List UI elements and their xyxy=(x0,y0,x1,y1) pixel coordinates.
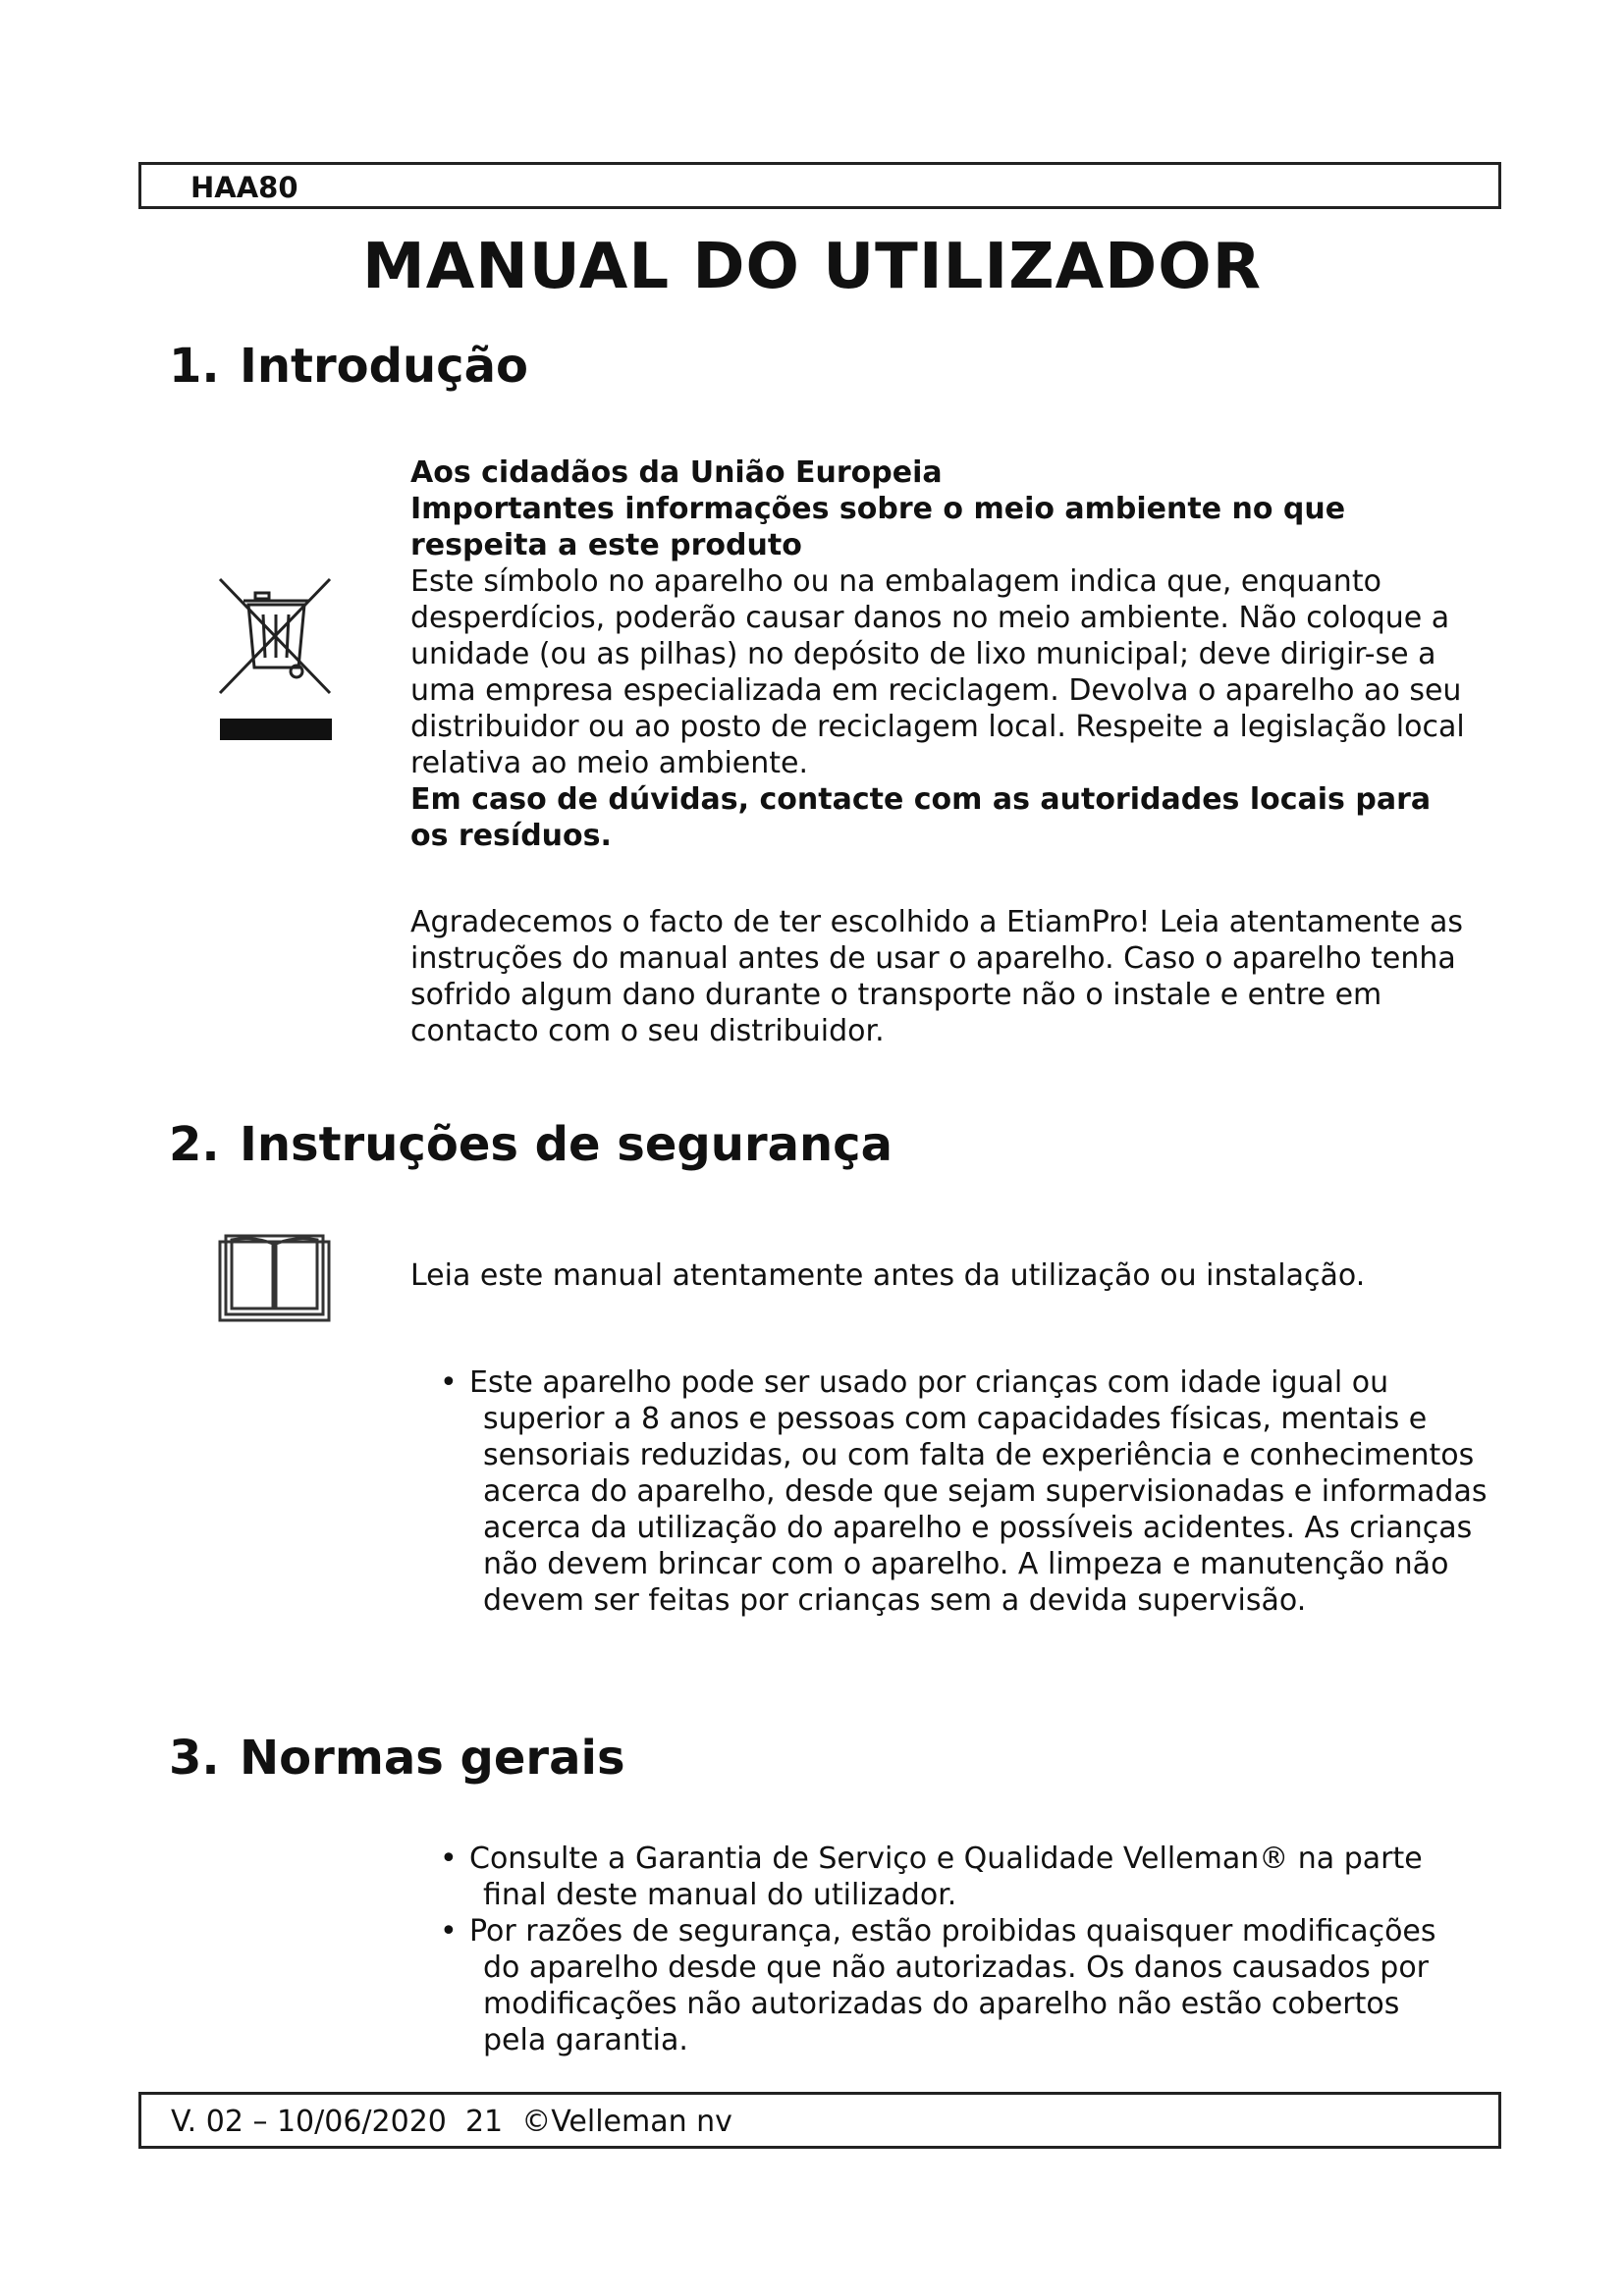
read-manual-text: Leia este manual atentamente antes da utilização ou instalação. xyxy=(410,1258,1366,1293)
list-item-text: Este aparelho pode ser usado por crianças com idade igual ou superior a 8 anos e pessoas com capacidades físicas, mentais e sensoriais reduzidas, ou com falta de experiência e conhecimentos acerca do aparelho, desde que sejam supervisionadas e informadas acerca da utilização do aparelho e possíveis acidentes. As crianças não devem brincar com o aparelho. A limpeza e manutenção não devem ser feitas por crianças sem a devida supervisão. xyxy=(469,1365,1488,1618)
header-box xyxy=(138,162,1501,209)
bullet-icon: • xyxy=(440,1842,458,1876)
section-number: 1. xyxy=(169,339,220,394)
bullet-icon: • xyxy=(440,1365,458,1400)
general-bullet-list xyxy=(410,1841,1461,2058)
eu-citizens-title: Aos cidadãos da União Europeia xyxy=(410,455,943,490)
section-title: Instruções de segurança xyxy=(240,1117,893,1172)
document-title: MANUAL DO UTILIZADOR xyxy=(362,231,1262,303)
section-heading-safety xyxy=(169,1117,893,1172)
environment-doubts-text: Em caso de dúvidas, contacte com as autoridades locais para os resíduos. xyxy=(410,782,1432,853)
list-item xyxy=(410,1841,1461,1913)
thanks-paragraph: Agradecemos o facto de ter escolhido a EtiamPro! Leia atentamente as instruções do manual antes de usar o aparelho. Caso o aparelho tenha sofrido algum dano durante o transporte não o instale e entre em contacto com o seu distribuidor. xyxy=(410,905,1464,1048)
safety-bullet-list xyxy=(410,1364,1490,1619)
read-manual-block xyxy=(410,1257,1471,1294)
environment-info-title: Importantes informações sobre o meio ambiente no que respeita a este produto xyxy=(410,492,1346,562)
list-item-text: Consulte a Garantia de Serviço e Qualidade Velleman® na parte final deste manual do utilizador. xyxy=(469,1842,1423,1912)
open-book-icon xyxy=(218,1234,331,1322)
section-number: 3. xyxy=(169,1731,220,1786)
section-title: Introdução xyxy=(240,339,528,394)
model-code: HAA80 xyxy=(190,171,298,204)
list-item-text: Por razões de segurança, estão proibidas quaisquer modificações do aparelho desde que não autorizadas. Os danos causados por modificações não autorizadas do aparelho não estão cobertos pela garantia. xyxy=(469,1914,1436,2057)
list-item xyxy=(410,1364,1490,1619)
section-title: Normas gerais xyxy=(240,1731,625,1786)
environment-notice xyxy=(410,454,1471,854)
bullet-icon: • xyxy=(440,1914,458,1949)
thanks-paragraph-block xyxy=(410,904,1471,1049)
section-heading-general xyxy=(169,1731,625,1786)
crossed-out-wheelie-bin-icon xyxy=(214,571,338,748)
footer-text: V. 02 – 10/06/2020 21 ©Velleman nv xyxy=(171,2105,732,2139)
section-number: 2. xyxy=(169,1117,220,1172)
footer-box xyxy=(138,2092,1501,2149)
section-heading-introduction xyxy=(169,339,528,394)
list-item xyxy=(410,1913,1461,2058)
environment-info-text: Este símbolo no aparelho ou na embalagem indica que, enquanto desperdícios, poderão causar danos no meio ambiente. Não coloque a unidade (ou as pilhas) no depósito de lixo municipal; deve dirigir-se a uma empresa especializada em reciclagem. Devolva o aparelho ao seu distribuidor ou ao posto de reciclagem local. Respeite a legislação local relativa ao meio ambiente. xyxy=(410,564,1465,780)
